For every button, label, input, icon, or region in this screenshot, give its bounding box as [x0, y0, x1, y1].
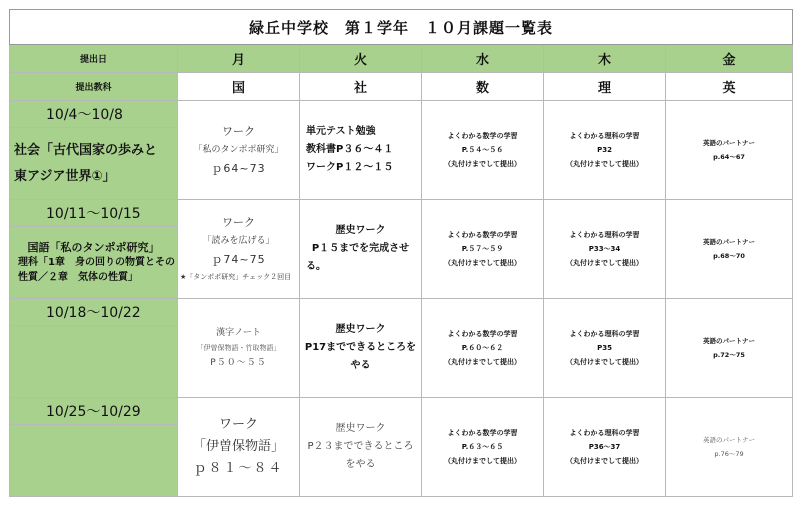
- week-4-social-line-3: をやる: [345, 459, 376, 470]
- week-4-japanese: [178, 398, 300, 497]
- week-3-japanese: [178, 299, 300, 398]
- week-1-social: [300, 101, 422, 200]
- week-4-science-line-1: よくわかる理科の学習: [569, 429, 640, 437]
- subject-english: 英: [666, 73, 793, 101]
- week-1-topic-line-2: 東アジア世界①」: [14, 168, 116, 184]
- week-2-english-line-2: p.68～70: [713, 252, 745, 260]
- week-2-math: [422, 200, 544, 299]
- week-3-english-line-1: 英語のパートナー: [703, 337, 756, 345]
- week-3-science-line-3: （丸付けまでして提出）: [566, 358, 643, 366]
- week-2-science-line-1: よくわかる理科の学習: [569, 231, 640, 239]
- week-2-japanese-line-1: ワーク: [222, 216, 255, 229]
- week-3-japanese-line-2: 「伊曽保物語・竹取物語」: [196, 344, 281, 352]
- week-1-math-line-2: P.５４～５６: [461, 146, 504, 154]
- day-mon: 月: [178, 45, 300, 73]
- week-4-science-line-2: P36～37: [588, 443, 621, 451]
- week-2-topic-line-2: 理科「1章 身の回りの物質とその: [18, 257, 175, 268]
- week-4-social-line-2: P２３までできるところ: [307, 441, 414, 452]
- table-title: 緑丘中学校 第１学年 １０月課題一覧表: [10, 10, 793, 45]
- week-2-date: 10/11～10/15: [10, 200, 178, 227]
- week-4-math-line-1: よくわかる数学の学習: [447, 429, 518, 437]
- day-tue: 火: [300, 45, 422, 73]
- week-2-japanese: [178, 200, 300, 299]
- week-2-japanese-note: ★「タンポポ研究」チェック２回目: [180, 273, 292, 281]
- week-1-english: [666, 101, 793, 200]
- week-4-math-line-3: （丸付けまでして提出）: [444, 457, 521, 465]
- week-1-japanese-line-2: 「私のタンポポ研究」: [193, 145, 284, 155]
- week-1-japanese-line-1: ワーク: [222, 125, 255, 138]
- week-2-topic: [10, 227, 178, 299]
- week-4-social-line-1: 歴史ワーク: [335, 423, 386, 434]
- week-1-social-line-2: 教科書P３６～４１: [306, 144, 394, 155]
- week-1-japanese-line-3: ｐ64~73: [211, 162, 266, 175]
- week-4-math: [422, 398, 544, 497]
- week-2-math-line-2: P.５７～５９: [461, 245, 504, 253]
- week-1-science-line-1: よくわかる理科の学習: [569, 132, 640, 140]
- week-4-japanese-line-3: ｐ８１～８４: [193, 461, 284, 476]
- week-3-science: [544, 299, 666, 398]
- week-3-date-row: [10, 299, 793, 326]
- week-4-date: 10/25～10/29: [10, 398, 178, 425]
- week-1-date-row: [10, 101, 793, 128]
- week-1-date: 10/4～10/8: [10, 101, 178, 128]
- week-3-japanese-line-3: P５０～５５: [210, 358, 267, 368]
- week-3-social-line-3: やる: [350, 360, 371, 371]
- week-4-date-row: [10, 398, 793, 425]
- day-header-row: [10, 45, 793, 73]
- week-4-topic: [10, 425, 178, 497]
- week-1-social-line-3: ワークP１２～１５: [306, 162, 394, 173]
- week-1-math: [422, 101, 544, 200]
- week-3-social-line-1: 歴史ワーク: [335, 324, 386, 335]
- week-2-science-line-2: P33～34: [588, 245, 621, 253]
- week-3-topic: [10, 326, 178, 398]
- week-2-date-row: [10, 200, 793, 227]
- week-1-science: [544, 101, 666, 200]
- week-2-japanese-line-3: ｐ74~75: [211, 253, 266, 266]
- week-2-social-line-3: る。: [306, 261, 326, 272]
- subject-label: 提出教科: [10, 73, 178, 101]
- subject-math: 数: [422, 73, 544, 101]
- week-2-social-line-2: P１５までを完成させ: [311, 243, 410, 254]
- week-1-topic-line-1: 社会「古代国家の歩みと: [14, 142, 158, 158]
- week-2-japanese-line-2: 「読みを広げる」: [202, 236, 275, 246]
- week-3-math-line-1: よくわかる数学の学習: [447, 330, 518, 338]
- subject-japanese: 国: [178, 73, 300, 101]
- week-3-english-line-2: p.72～75: [713, 351, 745, 359]
- subject-header-row: [10, 73, 793, 101]
- week-3-date: 10/18～10/22: [10, 299, 178, 326]
- week-3-japanese-line-1: 漢字ノート: [216, 328, 261, 338]
- week-3-social-line-2: P17までできるところを: [304, 342, 417, 353]
- week-4-japanese-line-1: ワーク: [218, 417, 258, 432]
- week-2-english-line-1: 英語のパートナー: [703, 238, 756, 246]
- week-1-topic: [10, 128, 178, 200]
- week-1-math-line-3: （丸付けまでして提出）: [444, 160, 521, 168]
- day-thu: 木: [544, 45, 666, 73]
- week-3-science-line-2: P35: [597, 344, 612, 352]
- week-4-social: [300, 398, 422, 497]
- week-2-topic-line-1: 国語「私のタンポポ研究」: [27, 241, 160, 254]
- week-4-science-line-3: （丸付けまでして提出）: [566, 457, 643, 465]
- subject-social: 社: [300, 73, 422, 101]
- week-3-math-line-3: （丸付けまでして提出）: [444, 358, 521, 366]
- week-4-japanese-line-2: 「伊曽保物語」: [192, 439, 284, 454]
- week-1-english-line-1: 英語のパートナー: [703, 139, 756, 147]
- week-1-science-line-2: P32: [597, 146, 612, 154]
- week-2-math-line-1: よくわかる数学の学習: [447, 231, 518, 239]
- week-4-science: [544, 398, 666, 497]
- week-1-math-line-1: よくわかる数学の学習: [447, 132, 518, 140]
- week-2-topic-line-3: 性質／２章 気体の性質」: [18, 272, 138, 283]
- week-4-math-line-2: P.６３～６５: [461, 443, 504, 451]
- week-3-english: [666, 299, 793, 398]
- week-2-english: [666, 200, 793, 299]
- day-wed: 水: [422, 45, 544, 73]
- week-1-english-line-2: p.64～67: [713, 153, 745, 161]
- week-2-social: [300, 200, 422, 299]
- week-3-social: [300, 299, 422, 398]
- week-4-english-line-1: 英語のパートナー: [703, 436, 756, 444]
- week-2-social-line-1: 歴史ワーク: [335, 225, 386, 236]
- week-2-science-line-3: （丸付けまでして提出）: [566, 259, 643, 267]
- day-fri: 金: [666, 45, 793, 73]
- assignment-table: [9, 9, 793, 497]
- week-4-english-line-2: p.76～79: [714, 450, 744, 458]
- week-2-math-line-3: （丸付けまでして提出）: [444, 259, 521, 267]
- assignment-table-wrapper: [9, 9, 792, 502]
- week-3-math-line-2: P.６０～６２: [461, 344, 504, 352]
- week-4-english: [666, 398, 793, 497]
- date-label: 提出日: [10, 45, 178, 73]
- week-3-math: [422, 299, 544, 398]
- week-1-japanese: [178, 101, 300, 200]
- week-2-science: [544, 200, 666, 299]
- week-3-science-line-1: よくわかる理科の学習: [569, 330, 640, 338]
- week-1-science-line-3: （丸付けまでして提出）: [566, 160, 643, 168]
- week-1-social-line-1: 単元テスト勉強: [306, 126, 376, 137]
- subject-science: 理: [544, 73, 666, 101]
